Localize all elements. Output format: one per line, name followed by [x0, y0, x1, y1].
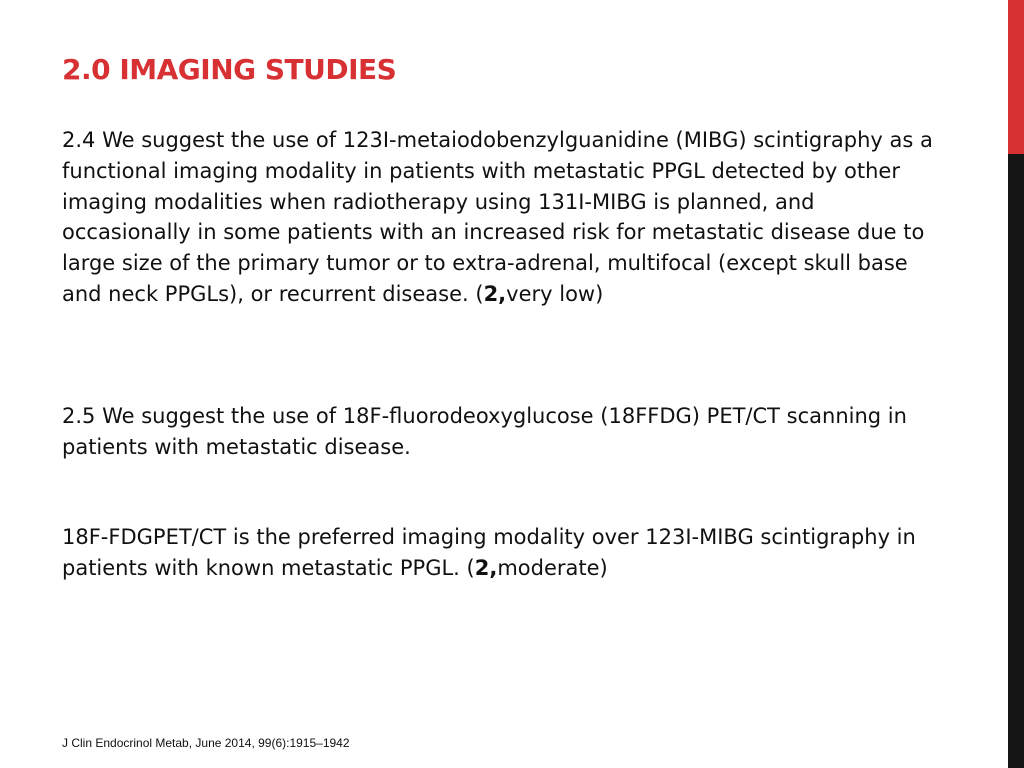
accent-bar-red [1008, 0, 1024, 154]
citation: J Clin Endocrinol Metab, June 2014, 99(6):1915–1942 [62, 736, 350, 750]
recommendation-2-5 [62, 401, 942, 463]
recommendation-2-4 [62, 125, 942, 310]
recommendation-2-4-text: 2.4 We suggest the use of 123I-metaiodobenzylguanidine (MIBG) scintigraphy as a functional imaging modality in patients with metastatic PPGL detected by other imaging modalities when radiotherapy using 131I-MIBG is planned, and occasionally in some patients with an increased risk for metastatic disease due to large size of the primary tumor or to extra-adrenal, multifocal (except skull base and neck PPGLs), or recurrent disease. ( [62, 128, 933, 306]
fdg-pet-remark [62, 522, 942, 584]
fdg-pet-remark-quality: moderate) [497, 555, 608, 580]
fdg-pet-remark-strength: 2, [474, 555, 498, 580]
slide-title: 2.0 IMAGING STUDIES [62, 53, 397, 86]
recommendation-2-4-strength: 2, [483, 281, 507, 306]
recommendation-2-4-quality: very low) [506, 281, 604, 306]
accent-bar-dark [1008, 154, 1024, 768]
recommendation-2-5-text: 2.5 We suggest the use of 18F-fluorodeoxyglucose (18FFDG) PET/CT scanning in patients with metastatic disease. [62, 404, 907, 459]
fdg-pet-remark-text: 18F-FDGPET/CT is the preferred imaging modality over 123I-MIBG scintigraphy in patients with known metastatic PPGL. ( [62, 525, 916, 580]
